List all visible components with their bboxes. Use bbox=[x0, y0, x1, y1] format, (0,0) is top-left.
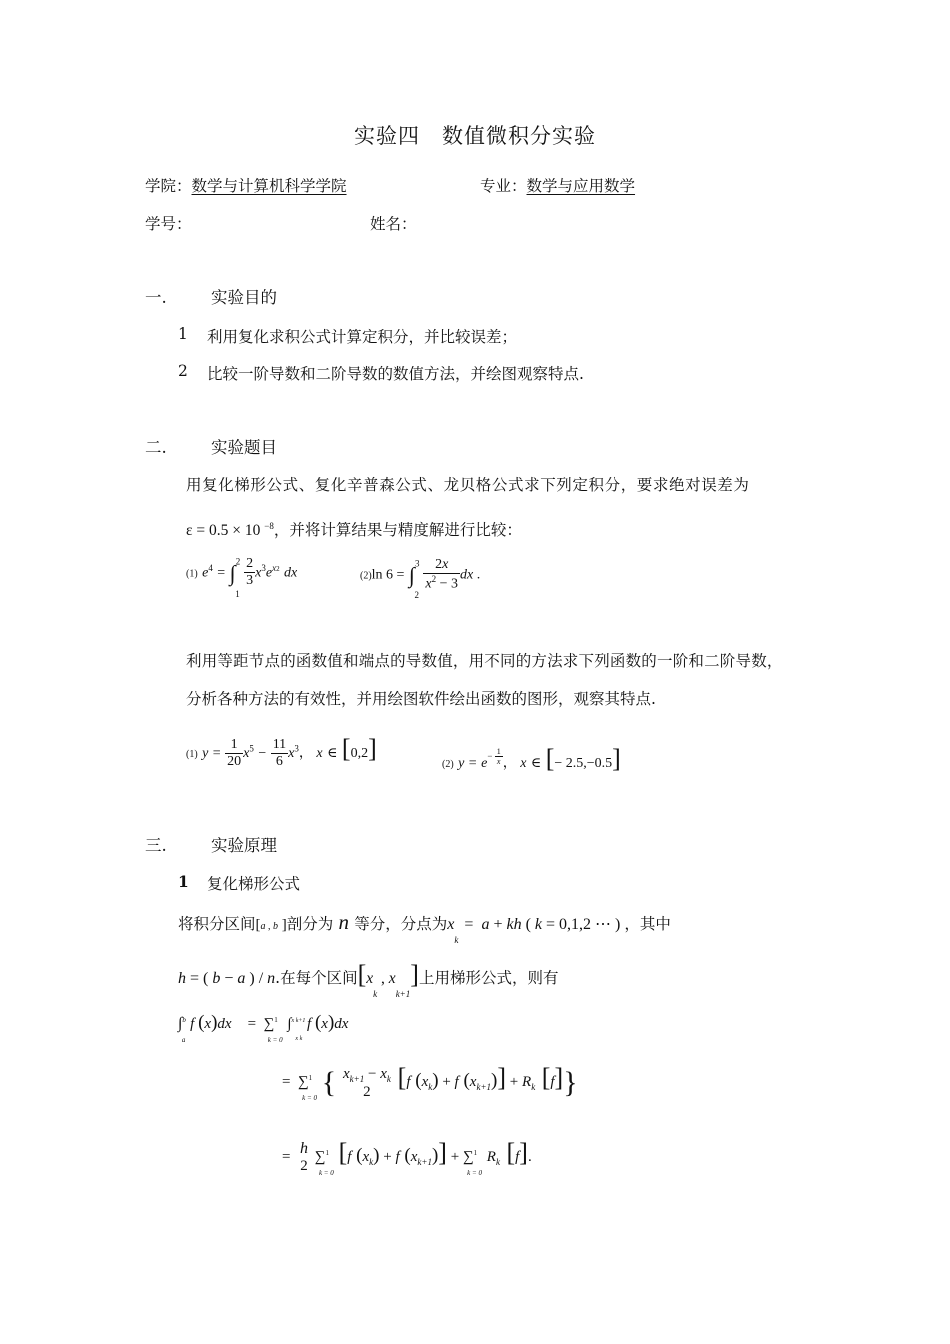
subsection-number: 1 bbox=[178, 872, 189, 891]
section2-paragraph-2-line-1: 利用等距节点的函数值和端点的导数值，用不同的方法求下列函数的一阶和二阶导数， bbox=[186, 652, 783, 670]
section2-heading: 实验题目 bbox=[211, 438, 277, 457]
section2-paragraph-1: 用复化梯形公式、复化辛普森公式、龙贝格公式求下列定积分，要求绝对误差为 bbox=[186, 476, 750, 494]
section1-item-text: 利用复化求积公式计算定积分，并比较误差； bbox=[207, 328, 518, 346]
student-name-label: 姓名： bbox=[370, 215, 417, 233]
partition-text-3: 等分，分点为 bbox=[354, 915, 448, 933]
trapezoid-equation-line-3: = h 2 ∑$^1_{k = 0}$ [f $(x_k) + f$ $(x_{k+1})] + \sum^1_{k = 0}$ $R_k$ [f]. bbox=[282, 1138, 532, 1177]
section1-item-number: 2 bbox=[178, 362, 188, 380]
partition-line: 将积分区间[a , b ]剖分为 n 等分，分点为$x_k = a$ + kh ( k = 0,1,2 ⋯ ) ，其中 bbox=[178, 910, 671, 945]
college-value: 数学与计算机科学学院 bbox=[191, 177, 347, 195]
epsilon-line bbox=[186, 518, 522, 540]
partition-text-4: ，其中 bbox=[624, 915, 671, 933]
major-line bbox=[480, 174, 635, 196]
student-id-label: 学号： bbox=[145, 215, 192, 233]
subsection-heading: 复化梯形公式 bbox=[207, 875, 301, 893]
partition-text-1: 将积分区间 bbox=[178, 915, 256, 933]
step-size-text-2: 上用梯形公式，则有 bbox=[418, 969, 559, 987]
epsilon-formula: ε = 0.5 × 10 $^{-8}$ bbox=[186, 520, 274, 539]
section1-item-number: 1 bbox=[178, 325, 188, 343]
derivative-problem-1: (1) y = $\frac{1}{20}$ $x^5$ − $\frac{11}{6}$ $x^3$， x ∈ [0,2] bbox=[186, 734, 377, 769]
section1-heading: 实验目的 bbox=[211, 288, 277, 307]
major-label: 专业： bbox=[480, 177, 527, 195]
major-value: 数学与应用数学 bbox=[526, 177, 636, 195]
integral-problem-1: (1) $e^4 = \int^2_1$ $\frac{2}{3}$ $x^3e^{x2}$ dx bbox=[186, 556, 298, 599]
trapezoid-equation-line-1: ∫$^b_a$ f (x)dx = ∑$^1_{k = 0}$ ∫$^{x k+1}_{x k}$ f (x)dx bbox=[178, 1012, 349, 1044]
page-title: 实验四 数值微积分实验 bbox=[354, 124, 596, 148]
epsilon-line-text: ，并将计算结果与精度解进行比较： bbox=[273, 521, 522, 539]
section2-number: 二. bbox=[145, 438, 167, 457]
section1-item-text: 比较一阶导数和二阶导数的数值方法，并绘图观察特点. bbox=[207, 365, 584, 383]
college-label: 学院： bbox=[145, 177, 192, 195]
section2-paragraph-2-line-2: 分析各种方法的有效性，并用绘图软件绘出函数的图形，观察其特点. bbox=[186, 690, 656, 708]
step-size-text-1: .在每个区间 bbox=[275, 969, 358, 987]
college-line bbox=[145, 174, 347, 196]
step-size-line: h = ( b − a ) / n.在每个区间[$x_k$ , $x_{k+1}$]上用梯形公式，则有 bbox=[178, 960, 559, 999]
section3-heading: 实验原理 bbox=[211, 836, 277, 855]
partition-text-2: 剖分为 bbox=[286, 915, 334, 933]
section3-number: 三. bbox=[145, 836, 167, 855]
section1-number: 一. bbox=[145, 288, 167, 307]
integral-problem-2: (2)ln 6 = ∫$^3_2$ $\frac{2x}{x^2 - 3}$ dx . bbox=[360, 557, 481, 601]
trapezoid-equation-line-2: = ∑$^1_{k = 0}$ { $x_{k+1} - x_k$ 2 [f $(x_k) + f$ $(x_{k+1})] + R_k$ [f]} bbox=[282, 1063, 578, 1102]
derivative-problem-2: (2) $y = e^{- \frac{1}{x}}$ ， x ∈ [− 2.5,−0.5] bbox=[442, 744, 621, 773]
